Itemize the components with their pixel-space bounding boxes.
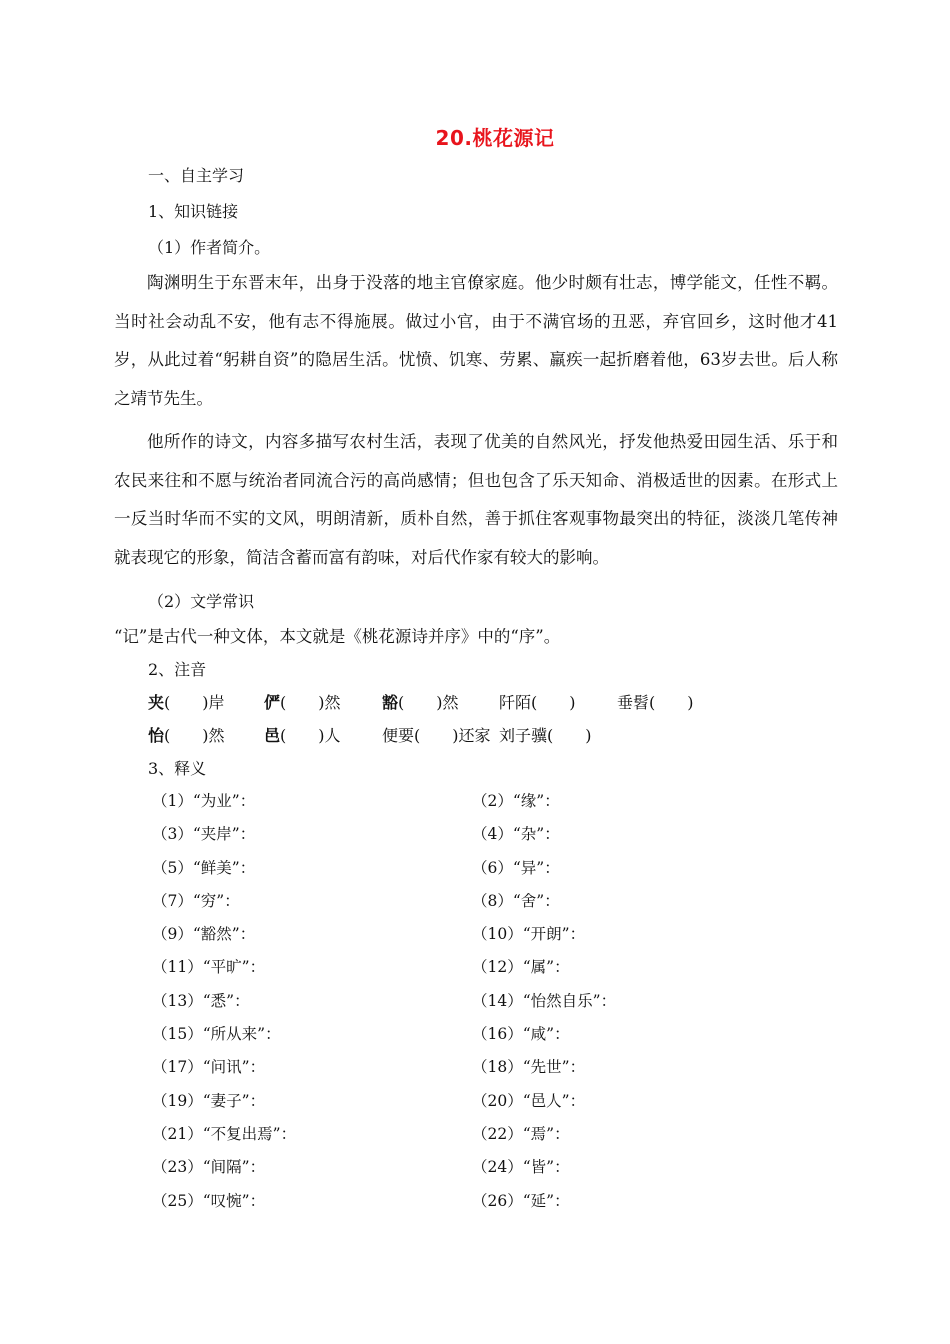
pronunciation-char: 邑 xyxy=(264,726,281,745)
definition-row xyxy=(152,1189,712,1222)
pronunciation-item xyxy=(382,690,459,713)
definition-item: （5）“鲜美”： xyxy=(152,858,256,877)
definition-item: （9）“豁然”： xyxy=(152,925,256,944)
definition-row xyxy=(152,989,712,1022)
pronunciation-item xyxy=(382,723,491,746)
pronunciation-blank: 阡陌( ) xyxy=(499,693,576,712)
pronunciation-blank: ( )人 xyxy=(280,726,341,745)
definition-item: （14）“怡然自乐”： xyxy=(472,991,617,1010)
item-literary-knowledge: （2）文学常识 xyxy=(148,592,255,611)
pronunciation-item xyxy=(148,690,225,713)
pronunciation-item xyxy=(264,690,341,713)
definition-row xyxy=(152,789,712,822)
definition-row xyxy=(152,955,712,988)
subsection-pronunciation: 2、注音 xyxy=(148,660,207,679)
pronunciation-item xyxy=(264,723,341,746)
definition-item: （8）“舍”： xyxy=(472,891,560,910)
definition-item: （11）“平旷”： xyxy=(152,958,266,977)
pronunciation-char: 俨 xyxy=(264,693,281,712)
definition-row xyxy=(152,856,712,889)
definition-item: （22）“焉”： xyxy=(472,1124,570,1143)
paragraph-literary-note: “记”是古代一种文体，本文就是《桃花源诗并序》中的“序”。 xyxy=(114,627,561,646)
definition-item: （3）“夹岸”： xyxy=(152,825,256,844)
definitions-list xyxy=(152,789,712,1222)
pronunciation-item xyxy=(617,690,694,713)
pronunciation-item xyxy=(148,723,225,746)
pronunciation-blank: ( )然 xyxy=(398,693,459,712)
pronunciation-blank: 刘子骥( ) xyxy=(499,726,592,745)
definition-item: （10）“开朗”： xyxy=(472,925,586,944)
definition-item: （15）“所从来”： xyxy=(152,1025,281,1044)
definition-row xyxy=(152,1155,712,1188)
paragraph-author-bio: 陶渊明生于东晋末年，出身于没落的地主官僚家庭。他少时颇有壮志，博学能文，任性不羁。当时社会动乱不安，他有志不得施展。做过小官，由于不满官场的丑恶，弃官回乡，这时他才41岁，从此过着“躬耕自资”的隐居生活。忧愤、饥寒、劳累、羸疾一起折磨着他，63岁去世。后人称之靖节先生。 xyxy=(114,273,838,408)
pronunciation-blank: 垂髫( ) xyxy=(617,693,694,712)
definition-row xyxy=(152,1089,712,1122)
definition-item: （1）“为业”： xyxy=(152,792,256,810)
definition-item: （24）“皆”： xyxy=(472,1158,570,1177)
definition-item: （19）“妻子”： xyxy=(152,1091,266,1110)
definition-item: （16）“咸”： xyxy=(472,1025,570,1044)
pronunciation-char: 怡 xyxy=(148,726,165,745)
pronunciation-blank: ( )岸 xyxy=(164,693,225,712)
definition-item: （21）“不复出焉”： xyxy=(152,1124,297,1143)
pronunciation-char: 夹 xyxy=(148,693,165,712)
pronunciation-blank: 便要( )还家 xyxy=(382,726,491,745)
definition-item: （25）“叹惋”： xyxy=(152,1191,266,1210)
definition-row xyxy=(152,1022,712,1055)
definition-item: （2）“缘”： xyxy=(472,792,560,810)
pronunciation-char: 豁 xyxy=(382,693,399,712)
pronunciation-item xyxy=(499,723,592,746)
definition-row xyxy=(152,1055,712,1088)
definition-item: （26）“延”： xyxy=(472,1191,570,1210)
definition-item: （4）“杂”： xyxy=(472,825,560,844)
definition-item: （23）“间隔”： xyxy=(152,1158,266,1177)
document-title: 20.桃花源记 xyxy=(435,126,555,150)
definition-row xyxy=(152,1122,712,1155)
definition-item: （6）“异”： xyxy=(472,858,560,877)
definition-item: （18）“先世”： xyxy=(472,1058,586,1077)
pronunciation-blank: ( )然 xyxy=(164,726,225,745)
item-author-intro: （1）作者简介。 xyxy=(148,238,271,257)
definition-row xyxy=(152,889,712,922)
definition-row xyxy=(152,922,712,955)
subsection-definitions: 3、释义 xyxy=(148,759,207,778)
pronunciation-item xyxy=(499,690,576,713)
definition-item: （20）“邑人”： xyxy=(472,1091,586,1110)
definition-item: （13）“悉”： xyxy=(152,991,250,1010)
paragraph-works: 他所作的诗文，内容多描写农村生活，表现了优美的自然风光，抒发他热爱田园生活、乐于和农民来往和不愿与统治者同流合污的高尚感情；但也包含了乐天知命、消极适世的因素。在形式上一反当时华而不实的文风，明朗清新，质朴自然，善于抓住客观事物最突出的特征，淡淡几笔传神就表现它的形象，简洁含蓄而富有韵味，对后代作家有较大的影响。 xyxy=(114,432,838,567)
subsection-knowledge-link: 1、知识链接 xyxy=(148,202,239,221)
pronunciation-blank: ( )然 xyxy=(280,693,341,712)
section-heading: 一、自主学习 xyxy=(148,166,245,185)
definition-item: （7）“穷”： xyxy=(152,891,240,910)
definition-item: （12）“属”： xyxy=(472,958,570,977)
definition-item: （17）“问讯”： xyxy=(152,1058,266,1077)
definition-row xyxy=(152,822,712,855)
